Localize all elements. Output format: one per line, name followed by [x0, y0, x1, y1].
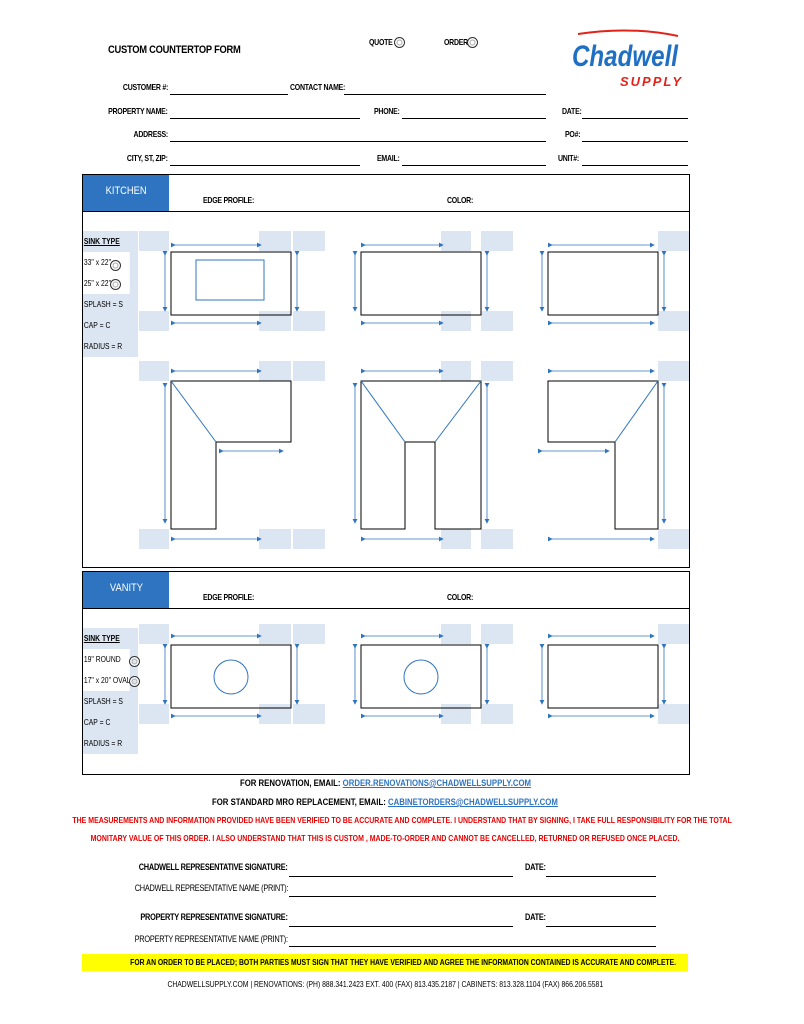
unit-field[interactable] — [582, 165, 688, 166]
po-field[interactable] — [582, 141, 688, 142]
kitchen-straight-top-sink — [171, 252, 291, 315]
kitchen-tab: KITCHEN — [83, 175, 169, 211]
form-title: CUSTOM COUNTERTOP FORM — [108, 44, 241, 56]
property-print-field[interactable] — [289, 946, 656, 947]
disclaimer-line-2: MONITARY VALUE OF THIS ORDER. I ALSO UNDERSTAND THAT THIS IS CUSTOM , MADE-TO-ORDER AND CANNOT BE CANCELLED, RETURNED OR REFUSED ONCE PLACED. — [90, 833, 680, 843]
customer-field[interactable] — [170, 94, 288, 95]
customer-label: CUSTOMER #: — [122, 82, 168, 92]
contact-label: CONTACT NAME: — [290, 82, 346, 92]
vanity-legend-radius: RADIUS = R — [83, 739, 123, 748]
kitchen-l-shape — [171, 381, 291, 529]
kitchen-row1-boxes — [139, 231, 689, 331]
renovation-email-link[interactable]: ORDER.RENOVATIONS@CHADWELLSUPPLY.COM — [342, 778, 531, 789]
email-label: EMAIL: — [377, 153, 400, 163]
property-sig-field[interactable] — [289, 926, 513, 927]
vanity-bowl-2 — [404, 660, 438, 694]
kitchen-straight-top-3 — [548, 252, 658, 315]
kitchen-header — [83, 175, 689, 212]
city-label: CITY, ST, ZIP: — [127, 153, 168, 163]
kitchen-color-label: COLOR: — [447, 195, 474, 205]
vanity-color-label: COLOR: — [447, 592, 474, 602]
order-label: ORDER — [444, 37, 468, 47]
phone-label: PHONE: — [374, 106, 400, 116]
property-print-label: PROPERTY REPRESENTATIVE NAME (PRINT): — [134, 934, 288, 944]
kitchen-row1-arrows — [165, 245, 664, 323]
vanity-section — [82, 571, 690, 775]
quote-label: QUOTE — [369, 37, 393, 47]
chadwell-print-label: CHADWELL REPRESENTATIVE NAME (PRINT): — [134, 883, 288, 893]
disclaimer-line-1: THE MEASUREMENTS AND INFORMATION PROVIDED HAVE BEEN VERIFIED TO BE ACCURATE AND COMPLETE. I UNDERSTAND THAT BY SIGNING, I TAKE FULL RESPONSIBILITY FOR THE TOTAL — [72, 815, 732, 825]
renovation-contact: FOR RENOVATION, EMAIL: ORDER.RENOVATIONS@CHADWELLSUPPLY.COM — [239, 778, 531, 789]
date-field[interactable] — [582, 118, 688, 119]
property-sig-date-field[interactable] — [546, 926, 656, 927]
sink-option-33x22: 33" x 22" — [83, 252, 130, 273]
page-footer: CHADWELLSUPPLY.COM | RENOVATIONS: (PH) 888.341.2423 EXT. 400 (FAX) 813.435.2187 | CABINETS: 813.328.1104 (FAX) 866.206.5581 — [167, 980, 603, 989]
chadwell-sig-label: CHADWELL REPRESENTATIVE SIGNATURE: — [139, 862, 288, 872]
contact-field[interactable] — [344, 94, 546, 95]
phone-field[interactable] — [402, 118, 546, 119]
vanity-tab: VANITY — [83, 572, 169, 608]
order-radio[interactable] — [467, 37, 478, 48]
chadwell-logo — [570, 26, 682, 92]
address-field[interactable] — [170, 141, 546, 142]
vanity-top-1 — [171, 645, 291, 708]
vanity-top-2 — [361, 645, 481, 708]
property-field[interactable] — [170, 118, 360, 119]
property-sig-date-label: DATE: — [525, 912, 546, 922]
vanity-legend-cap: CAP = C — [83, 718, 111, 727]
city-field[interactable] — [170, 165, 360, 166]
sink-type-heading: SINK TYPE — [83, 237, 120, 246]
vanity-bowl-1 — [214, 660, 248, 694]
kitchen-edge-label: EDGE PROFILE: — [203, 195, 255, 205]
legend-splash: SPLASH = S — [83, 300, 123, 309]
email-field[interactable] — [402, 165, 546, 166]
kitchen-reverse-l-shape — [548, 381, 658, 529]
date-label: DATE: — [562, 106, 582, 116]
sink-option-17x20-oval: 17" x 20" OVAL — [83, 670, 130, 691]
chadwell-sig-date-field[interactable] — [546, 876, 656, 877]
unit-label: UNIT#: — [558, 153, 579, 163]
legend-cap: CAP = C — [83, 321, 111, 330]
sink-option-19-round: 19" ROUND — [83, 649, 130, 670]
kitchen-u-shape — [361, 381, 481, 529]
chadwell-sig-field[interactable] — [289, 876, 513, 877]
mro-email-link[interactable]: CABINETORDERS@CHADWELLSUPPLY.COM — [388, 797, 558, 808]
vanity-legend-splash: SPLASH = S — [83, 697, 123, 706]
legend-radius: RADIUS = R — [83, 342, 123, 351]
vanity-diagrams — [83, 608, 689, 774]
kitchen-section — [82, 174, 690, 568]
chadwell-sig-date-label: DATE: — [525, 862, 546, 872]
chadwell-print-field[interactable] — [289, 896, 656, 897]
vanity-edge-label: EDGE PROFILE: — [203, 592, 255, 602]
mro-contact: FOR STANDARD MRO REPLACEMENT, EMAIL: CABINETORDERS@CHADWELLSUPPLY.COM — [212, 797, 558, 808]
vanity-header — [83, 572, 689, 609]
address-label: ADDRESS: — [133, 129, 168, 139]
po-label: PO#: — [565, 129, 581, 139]
sink-option-25x22: 25" x 22" — [83, 273, 130, 294]
signing-notice: FOR AN ORDER TO BE PLACED; BOTH PARTIES MUST SIGN THAT THEY HAVE VERIFIED AND AGREE THE INFORMATION CONTAINED IS ACCURATE AND COMPLETE. — [82, 954, 688, 971]
vanity-top-3 — [548, 645, 658, 708]
logo-name: Chadwell — [572, 40, 679, 73]
property-label: PROPERTY NAME: — [108, 106, 168, 116]
quote-radio[interactable] — [394, 37, 405, 48]
kitchen-straight-top-2 — [361, 252, 481, 315]
property-sig-label: PROPERTY REPRESENTATIVE SIGNATURE: — [140, 912, 288, 922]
vanity-sink-type-heading: SINK TYPE — [83, 634, 120, 643]
kitchen-diagrams — [83, 211, 689, 567]
logo-sub: SUPPLY — [620, 74, 684, 89]
kitchen-sink-cutout — [196, 260, 264, 300]
